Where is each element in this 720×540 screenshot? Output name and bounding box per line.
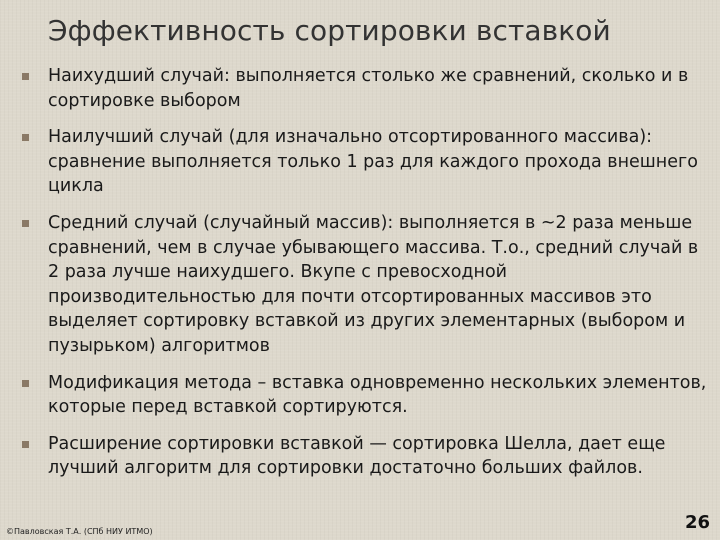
bullet-item	[20, 64, 710, 113]
bullet-item	[20, 211, 710, 359]
page-number: 26	[684, 512, 710, 533]
square-bullet-icon	[22, 380, 29, 387]
bullet-text: Наилучший случай (для изначально отсортированного массива): сравнение выполняется только 1 раз для каждого прохода внешнего цикла	[48, 127, 698, 197]
square-bullet-icon	[22, 441, 29, 448]
bullet-item	[20, 432, 710, 481]
bullet-item	[20, 371, 710, 420]
bullet-text: Модификация метода – вставка одновременно нескольких элементов, которые перед вставкой сортируются.	[48, 372, 707, 418]
bullet-text: Средний случай (случайный массив): выполняется в ~2 раза меньше сравнений, чем в случае убывающего массива. Т.о., средний случай в 2 раза лучше наихудшего. Вкупе с превосходной производительностью для почти отсортированных массивов это выделяет сортировку вставкой из других элементарных (выбором и пузырьком) алгоритмов	[48, 212, 699, 356]
bullet-item	[20, 125, 710, 199]
square-bullet-icon	[22, 73, 29, 80]
copyright-footer: ©Павловская Т.А. (СПб НИУ ИТМО)	[6, 527, 153, 536]
slide-title: Эффективность сортировки вставкой	[48, 14, 611, 47]
bullet-text: Наихудший случай: выполняется столько же сравнений, сколько и в сортировке выбором	[48, 66, 689, 111]
bullet-text: Расширение сортировки вставкой — сортировка Шелла, дает еще лучший алгоритм для сортировки достаточно больших файлов.	[48, 433, 666, 479]
square-bullet-icon	[22, 134, 29, 141]
square-bullet-icon	[22, 220, 29, 227]
bullet-list	[20, 64, 710, 493]
